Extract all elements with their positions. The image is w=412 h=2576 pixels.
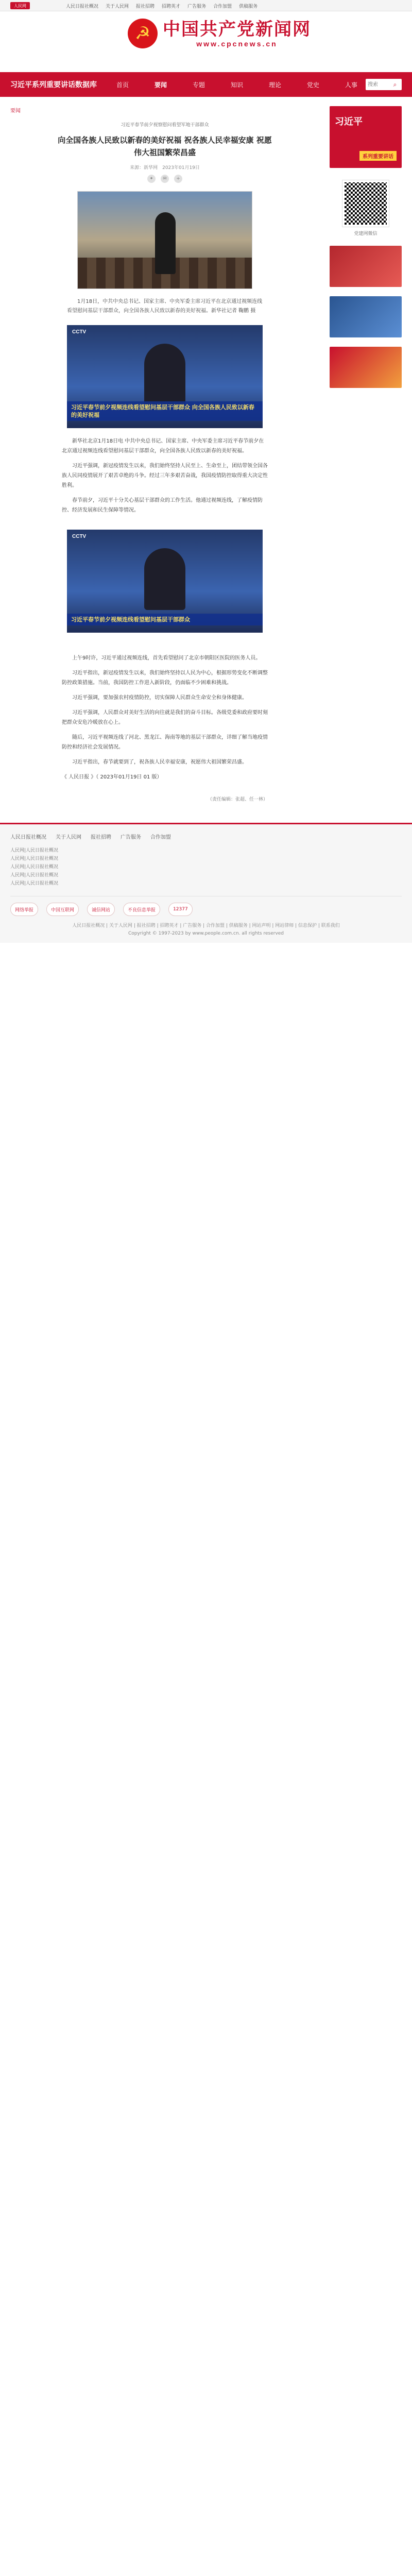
footer-list-item[interactable]: 人民网|人民日报社概况 [10, 865, 59, 870]
footer-badge[interactable]: 网络举报 [10, 903, 38, 916]
qr-code-icon [342, 180, 389, 227]
people-logo-mark: 人民网 [10, 2, 30, 9]
caption-text: 1月18日，中共中央总书记、国家主席、中央军委主席习近平在北京通过视频连线看望慰问基层干部群众，向全国各族人民致以新春的美好祝福。新华社记者 鞠鹏 摄 [67, 299, 263, 314]
footer-badge[interactable]: 12377 [168, 903, 193, 916]
nav-item-theory[interactable]: 理论 [268, 81, 281, 89]
long-paragraph: 习近平强调，要加强农村疫情防控，切实保障人民群众生命安全和身体健康。 [72, 695, 247, 701]
nav-items [113, 80, 366, 89]
anchor-figure [144, 548, 185, 610]
nav-item-news[interactable]: 要闻 [154, 81, 167, 89]
people-logo[interactable] [10, 2, 30, 9]
video-ticker-1: 习近平春节前夕视频连线看望慰问基层干部群众 向全国各族人民致以新春的美好祝福 [67, 401, 263, 421]
party-emblem-icon [128, 19, 158, 48]
long-paragraph: 上午9时许，习近平通过视频连线，首先看望慰问了北京市朝阳区医院的医务人员。 [72, 655, 261, 661]
main-container [10, 97, 402, 802]
search-icon[interactable]: ⌕ [393, 80, 397, 88]
sidebar-thumbnail[interactable] [330, 296, 402, 337]
article-headline: 向全国各族人民致以新春的美好祝福 祝各族人民幸福安康 祝愿伟大祖国繁荣昌盛 [58, 135, 272, 157]
article-byline: 来源：新华网 2023年01月19日 [130, 165, 200, 171]
footer-links [10, 833, 402, 840]
nav-brand[interactable]: 习近平系列重要讲话数据库 [10, 81, 97, 89]
long-paragraph: 习近平强调，人民群众对美好生活的向往就是我们的奋斗目标。各级党委和政府要时刻把群众安危冷暖放在心上。 [62, 710, 268, 725]
speaker-figure [155, 212, 176, 274]
footer-list-item[interactable]: 人民网|人民日报社概况 [10, 856, 59, 861]
site-logo[interactable] [128, 19, 311, 48]
cctv-logo-icon: CCTV [72, 534, 87, 539]
video-player-1[interactable] [67, 325, 263, 428]
nav-item-home[interactable]: 首页 [116, 81, 129, 89]
footer-link[interactable]: 人民日报社概况 [10, 835, 46, 840]
long-paragraph: 随后，习近平视频连线了河北、黑龙江、海南等地的基层干部群众，详细了解当地疫情防控和经济社会发展情况。 [62, 735, 268, 750]
sidebar-thumbnail[interactable] [330, 347, 402, 388]
share-more-icon[interactable]: + [174, 175, 182, 183]
search-input[interactable] [366, 79, 389, 90]
anchor-figure [144, 344, 185, 405]
footer-badge[interactable]: 中国互联网 [46, 903, 79, 916]
footer-list-item[interactable]: 人民网|人民日报社概况 [10, 848, 59, 853]
hero-photo [77, 191, 252, 289]
nav-item-knowledge[interactable]: 知识 [230, 81, 243, 89]
topbar-link[interactable]: 关于人民网 [106, 4, 129, 9]
video-ticker-2: 习近平春节前夕视频连线看望慰问基层干部群众 [67, 614, 263, 625]
topbar-link[interactable]: 招聘英才 [162, 4, 181, 9]
cctv-logo-icon: CCTV [72, 329, 87, 335]
headline-block [57, 121, 273, 183]
nav-item-topics[interactable]: 专题 [192, 81, 205, 89]
copyright-links: 人民日报社概况 | 关于人民网 | 报社招聘 | 招聘英才 | 广告服务 | 合作加盟 | 供稿服务 | 网站声明 | 网站律师 | 信息保护 | 联系我们 [72, 923, 340, 928]
editor-line: （责任编辑：张超、任一林） [207, 797, 268, 802]
footer-badge[interactable]: 不良信息举报 [123, 903, 160, 916]
body-paragraph: 春节前夕，习近平十分关心基层干部群众的工作生活。他通过视频连线，了解疫情防控、经济发展和民生保障等情况。 [62, 498, 263, 513]
long-paragraph: 习近平指出，新冠疫情发生以来，我们始终坚持以人民为中心，根据形势变化不断调整防控政策措施。当前，我国防控工作进入新阶段，仍面临不少困难和挑战。 [62, 670, 268, 686]
topbar-link[interactable]: 广告服务 [187, 4, 207, 9]
video-player-2[interactable] [67, 530, 263, 633]
topbar-link[interactable]: 合作加盟 [213, 4, 232, 9]
qr-label: 党建网微信 [354, 231, 377, 236]
footer-link[interactable]: 合作加盟 [150, 835, 171, 840]
nav-item-history[interactable]: 党史 [306, 81, 319, 89]
source-line: 《 人民日报 》（ 2023年01月19日 01 版） [62, 774, 162, 780]
site-footer [0, 823, 412, 943]
copyright-notice: Copyright © 1997-2023 by www.people.com.cn. all rights reserved [128, 931, 284, 936]
footer-link[interactable]: 广告服务 [121, 835, 141, 840]
topbar-link[interactable]: 供稿服务 [239, 4, 258, 9]
promo-subtitle: 系列重要讲话 [359, 151, 397, 161]
footer-link[interactable]: 报社招聘 [91, 835, 111, 840]
topbar-links [66, 3, 258, 9]
copyright [10, 922, 402, 938]
site-header [10, 11, 402, 72]
footer-list-item[interactable]: 人民网|人民日报社概况 [10, 881, 59, 886]
footer-link[interactable]: 关于人民网 [56, 835, 81, 840]
share-weibo-icon[interactable]: ✦ [147, 175, 156, 183]
section-spacer [10, 633, 319, 653]
photo-caption [67, 297, 263, 316]
top-utility-bar [0, 0, 412, 11]
nav-search [366, 79, 402, 90]
topbar-link[interactable]: 报社招聘 [136, 4, 155, 9]
long-paragraph: 习近平指出，春节就要到了，祝各族人民幸福安康，祝愿伟大祖国繁荣昌盛。 [72, 759, 247, 765]
body-paragraph: 新华社北京1月18日电 中共中央总书记、国家主席、中央军委主席习近平春节前夕在北京通过视频连线看望慰问基层干部群众，向全国各族人民致以新春的美好祝福。 [62, 438, 264, 454]
share-wechat-icon[interactable]: ✉ [161, 175, 169, 183]
footer-list-item[interactable]: 人民网|人民日报社概况 [10, 873, 59, 878]
site-title: 中国共产党新闻网 [163, 19, 311, 40]
qr-code-block [330, 180, 402, 236]
topbar-link[interactable]: 人民日报社概况 [66, 4, 99, 9]
promo-title: 习近平 [335, 116, 363, 127]
footer-list [10, 846, 402, 888]
nav-item-personnel[interactable]: 人事 [345, 81, 357, 89]
article-overline: 习近平春节前夕视察慰问看望军地干部群众 [121, 123, 209, 128]
share-row [57, 175, 273, 183]
footer-badges [10, 896, 402, 916]
main-nav [0, 72, 412, 97]
sidebar-thumbnail[interactable] [330, 246, 402, 287]
article-body [62, 436, 268, 515]
body-paragraph: 习近平强调，新冠疫情发生以来，我们始终坚持人民至上、生命至上，团结带领全国各族人民同疫情展开了艰苦卓绝的斗争。经过三年多艰苦奋战，我国疫情防控取得重大决定性胜利。 [62, 463, 268, 488]
breadcrumb[interactable]: 要闻 [10, 108, 21, 114]
footer-badge[interactable]: 诚信网站 [87, 903, 115, 916]
speech-database-promo[interactable] [330, 106, 402, 168]
article-long-body [62, 653, 268, 767]
sidebar [330, 106, 402, 802]
site-url: www.cpcnews.cn [196, 40, 278, 48]
article [10, 106, 319, 802]
